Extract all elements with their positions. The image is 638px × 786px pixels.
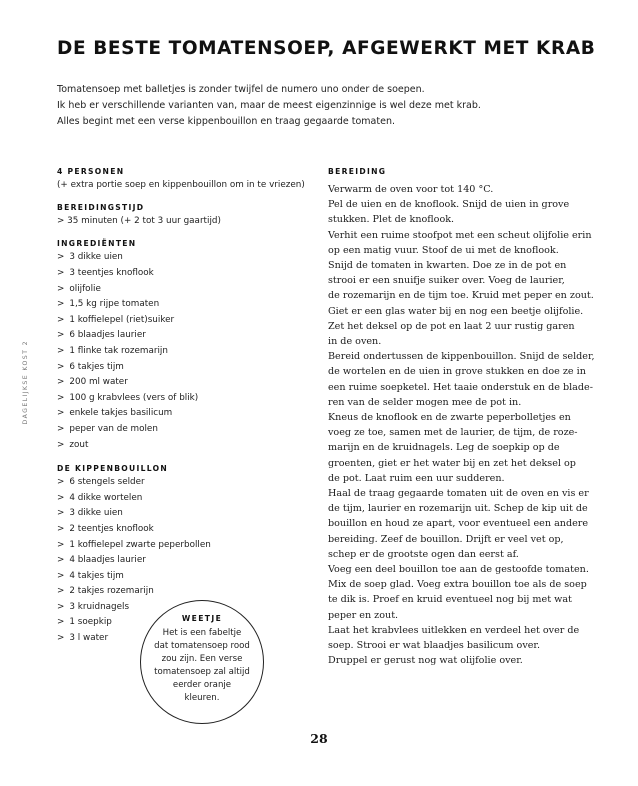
tip-line: eerder oranje — [172, 680, 232, 690]
method-line: marijn en de kruidnagels. Leg de soepkip op de — [328, 442, 560, 454]
list-item: > 6 stengels selder — [57, 475, 307, 491]
method-line: te dik is. Proef en kruid eventueel nog bij met wat — [328, 594, 572, 606]
list-item: > zout — [57, 438, 307, 454]
list-item: > 1 flinke tak rozemarijn — [57, 344, 307, 360]
method-line: Mix de soep glad. Voeg extra bouillon toe als de soep — [328, 579, 587, 591]
prep-time-value: > 35 minuten (+ 2 tot 3 uur gaartijd) — [57, 216, 221, 227]
list-item: > 6 takjes tijm — [57, 360, 307, 376]
method-line: Giet er een glas water bij en nog een beetje olijfolie. — [328, 305, 584, 317]
method-line: Haal de traag gegaarde tomaten uit de oven en vis er — [328, 488, 589, 500]
tip-line: tomatensoep zal altijd — [154, 667, 250, 677]
list-item: > 3 l water — [57, 631, 307, 647]
list-item: > 1 soepkip — [57, 615, 307, 631]
list-item: > olijfolie — [57, 282, 307, 298]
tip-circle — [140, 600, 264, 724]
intro-line: Ik heb er verschillende varianten van, maar de meest eigenzinnige is wel deze met krab. — [57, 100, 481, 112]
tip-line: Het is een fabeltje — [162, 628, 242, 638]
servings-heading: 4 PERSONEN — [57, 167, 125, 176]
servings-note: (+ extra portie soep en kippenbouillon om in te vriezen) — [57, 180, 305, 190]
method-line: Bereid ondertussen de kippenbouillon. Snijd de selder, — [328, 351, 595, 363]
method-line: voeg ze toe, samen met de laurier, de tijm, de roze- — [328, 427, 578, 439]
method-line: stukken. Plet de knoflook. — [328, 214, 455, 226]
intro-line: Alles begint met een verse kippenbouillon en traag gegaarde tomaten. — [57, 116, 395, 128]
list-item: > 200 ml water — [57, 375, 307, 391]
list-item: > 2 takjes rozemarijn — [57, 584, 307, 600]
method-line: strooi er een snuifje suiker over. Voeg de laurier, — [328, 275, 565, 287]
tip-line: zou zijn. Een verse — [161, 654, 243, 664]
page-number: 28 — [310, 731, 328, 746]
method-line: Pel de uien en de knoflook. Snijd de uien in grove — [328, 199, 570, 211]
broth-heading: DE KIPPENBOUILLON — [57, 464, 169, 474]
method-line: Voeg een deel bouillon toe aan de gestoofde tomaten. — [328, 564, 589, 576]
list-item: > 1 koffielepel (riet)suiker — [57, 313, 307, 329]
ingredients-column — [57, 166, 307, 647]
method-line: peper en zout. — [328, 609, 399, 621]
list-item: > 4 takjes tijm — [57, 569, 307, 585]
method-line: schep er de grootste ogen dan eerst af. — [328, 548, 519, 560]
method-line: soep. Strooi er wat blaadjes basilicum over. — [328, 640, 541, 652]
method-line: groenten, giet er het water bij en zet het deksel op — [328, 457, 576, 469]
method-line: in de oven. — [328, 336, 382, 348]
method-heading: BEREIDING — [328, 167, 387, 176]
list-item: > 2 teentjes knoflook — [57, 522, 307, 538]
method-line: Snijd de tomaten in kwarten. Doe ze in de pot en — [328, 260, 567, 272]
list-item: > 4 blaadjes laurier — [57, 553, 307, 569]
list-item: > 3 dikke uien — [57, 506, 307, 522]
method-line: bouillon en houd ze apart, voor eventueel een andere — [328, 518, 589, 530]
tip-line: kleuren. — [184, 693, 220, 703]
method-line: de wortelen en de uien in grove stukken en doe ze in — [328, 366, 586, 378]
side-running-title: DAGELIJKSE KOST 2 — [22, 340, 29, 425]
list-item: > 3 dikke uien — [57, 250, 307, 266]
list-item: > 100 g krabvlees (vers of blik) — [57, 391, 307, 407]
recipe-title: DE BESTE TOMATENSOEP, AFGEWERKT MET KRAB — [57, 38, 596, 59]
method-line: op een matig vuur. Stoof de ui met de knoflook. — [328, 244, 559, 256]
list-item: > 6 blaadjes laurier — [57, 328, 307, 344]
list-item: > 1,5 kg rijpe tomaten — [57, 297, 307, 313]
method-text — [328, 182, 598, 669]
method-line: ren van de selder mogen mee de pot in. — [328, 396, 522, 408]
method-line: Laat het krabvlees uitlekken en verdeel het over de — [328, 624, 580, 636]
method-line: bereiding. Zeef de bouillon. Drijft er veel vet op, — [328, 533, 564, 545]
method-line: de pot. Laat ruim een uur sudderen. — [328, 472, 505, 484]
method-line: de tijm, laurier en rozemarijn uit. Schep de kip uit de — [328, 503, 588, 515]
intro-paragraph — [57, 82, 597, 131]
tip-text — [141, 627, 263, 705]
intro-line: Tomatensoep met balletjes is zonder twijfel de numero uno onder de soepen. — [57, 84, 425, 95]
ingredients-list — [57, 250, 307, 453]
method-column — [328, 166, 598, 669]
ingredients-heading: INGREDIËNTEN — [57, 239, 137, 249]
tip-heading: WEETJE — [181, 614, 223, 623]
tip-line: dat tomatensoep rood — [154, 641, 250, 651]
list-item: > 1 koffielepel zwarte peperbollen — [57, 538, 307, 554]
prep-time-heading: BEREIDINGSTIJD — [57, 203, 145, 213]
list-item: > peper van de molen — [57, 422, 307, 438]
method-line: Verhit een ruime stoofpot met een scheut olijfolie erin — [328, 229, 592, 241]
list-item: > 3 kruidnagels — [57, 600, 307, 616]
list-item: > enkele takjes basilicum — [57, 406, 307, 422]
method-line: een ruime soepketel. Het taaie onderstuk en de blade- — [328, 381, 593, 393]
method-line: Zet het deksel op de pot en laat 2 uur rustig garen — [328, 320, 575, 332]
list-item: > 4 dikke wortelen — [57, 491, 307, 507]
method-line: Druppel er gerust nog wat olijfolie over. — [328, 655, 523, 667]
list-item: > 3 teentjes knoflook — [57, 266, 307, 282]
method-line: de rozemarijn en de tijm toe. Kruid met peper en zout. — [328, 290, 594, 302]
method-line: Kneus de knoflook en de zwarte peperbolletjes en — [328, 412, 571, 424]
method-line: Verwarm de oven voor tot 140 °C. — [328, 184, 494, 195]
